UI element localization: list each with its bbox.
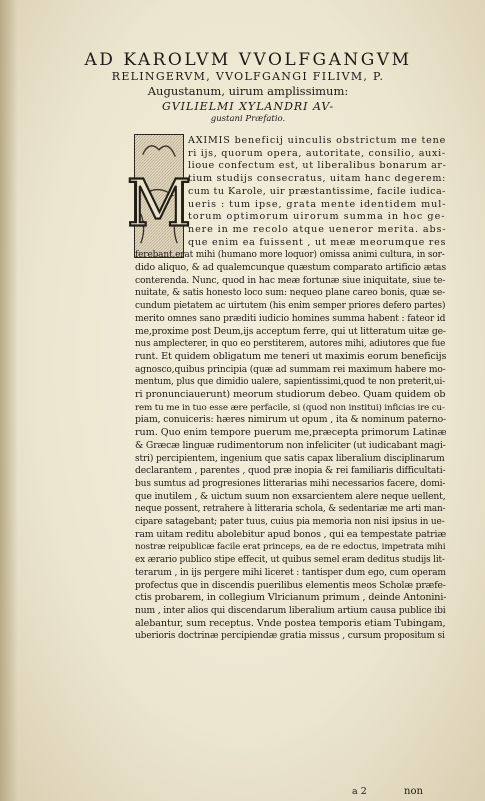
text-line: lioue confectum est, ut liberalibus bonarum ar- xyxy=(188,160,447,172)
text-line: rum. Quo enim tempore puerum me,præcepta primorum Latinæ xyxy=(135,427,447,439)
dedication-title: AD KAROLVM VVOLFGANGVM xyxy=(84,50,412,70)
text-line: cum tu Karole, uir præstantissime, facile iudica- xyxy=(188,185,446,197)
text-line: torum optimorum uirorum summa in hoc ge- xyxy=(188,211,446,223)
text-line: ram uitam reditu abolebitur apud bonos , qui ea tempestate patriæ xyxy=(135,528,447,540)
text-line: ri ijs, quorum opera, autoritate, consilio, auxi- xyxy=(188,147,446,159)
text-line: ctis probarem, in collegium Vlricianum primum , deinde Antonini- xyxy=(135,592,447,604)
text-line: runt. Et quidem obligatum me teneri ut maximis eorum beneficijs xyxy=(135,350,447,362)
text-line: agnosco,quibus principia (quæ ad summam rei maximum habere mo- xyxy=(135,364,446,375)
initial-letter: M xyxy=(126,165,192,242)
text-line: bus sumtus ad progresiones litterarias mihi necessarios facere, domi- xyxy=(135,478,446,489)
text-line: nostræ reipublicæ facile erat princeps, ea de re edoctus, impetrata mihi xyxy=(135,542,446,553)
text-line: terarum , in ijs pergere mihi liceret : tantisper dum ego, cum operam xyxy=(135,567,446,578)
text-line: uberioris doctrinæ percipiendæ gratia missus , cursum propositum si xyxy=(135,631,445,642)
text-line: declarantem , parentes , quod præ inopia & rei familiaris difficultati- xyxy=(135,465,446,477)
text-line: ex ærario publico stipe effecit, ut quibus semel eram deditus studijs lit- xyxy=(135,555,445,566)
text-line: que inutilem , & uictum suum non exsarcientem alere neque uellent, xyxy=(135,490,446,502)
preface-label: gustani Præfatio. xyxy=(210,114,286,124)
text-line: cundum pietatem ac uirtutem (his enim semper priores defero partes) xyxy=(135,301,446,312)
catchword: non xyxy=(404,786,423,797)
text-line: nere in me recolo atque ueneror merita. abs- xyxy=(188,223,447,235)
text-line: cipare satagebant; pater tuus, cuius pia memoria non nisi ipsius in ue- xyxy=(135,517,445,527)
text-line: merito omnes sano præditi iudicio homines summa habent : fateor id xyxy=(135,313,446,324)
text-line: dido aliquo, & ad qualemcunque quæstum comparato artificio ætas xyxy=(135,262,446,273)
text-line: stri) percipientem, ingenium que satis capax liberalium disciplinarum xyxy=(135,453,445,464)
dedication-addressee: Augustanum, uirum amplissimum: xyxy=(147,84,349,98)
text-line: piam, conuiceris: hæres nimirum ut opum , ita & nominum paterno- xyxy=(135,414,447,426)
text-line: me,proxime post Deum,ijs acceptum ferre, qui ut litteratum uitæ ge- xyxy=(135,325,446,337)
text-line: mentum, plus que dimidio ualere, sapientissimi,quod te non preterit,ui- xyxy=(135,377,445,388)
text-line: neque possent, retrahere à litteraria schola, & sedentariæ me arti man- xyxy=(135,504,446,515)
text-line: ri pronunciauerunt) meorum studiorum debeo. Quam quidem ob xyxy=(135,389,446,400)
text-line: nuitate, & satis honesto loco sum: nequeo plane careo bonis, quæ se- xyxy=(135,288,446,299)
text-line: ferebant,erat mihi (humano more loquor) omissa animi cultura, in sor- xyxy=(135,250,445,261)
dedication-subtitle: RELINGERVM, VVOLFGANGI FILIVM, P. xyxy=(111,70,385,83)
text-line: alebantur, sum receptus. Vnde postea temporis etiam Tubingam, xyxy=(135,617,446,629)
text-line: & Græcæ linguæ rudimentorum non infeliciter (ut iudicabant magi- xyxy=(135,439,446,451)
author-line: GVILIELMI XYLANDRI AV- xyxy=(161,100,335,113)
text-line: tium studijs consecratus, uitam hanc degerem: xyxy=(188,173,446,185)
text-line: conterenda. Nunc, quod in hac meæ fortunæ siue iniquitate, siue te- xyxy=(135,274,446,286)
text-line: nus amplecterer, in quo eo perstiterem, autores mihi, adiutores que fue xyxy=(135,339,446,350)
signature-mark: a 2 xyxy=(352,786,367,797)
text-line: rem tu me in tuo esse ære perfacile, si (quod non institui) inficias ire cu- xyxy=(135,402,445,413)
text-line: profectus que in discendis puerilibus elementis meos Scholæ præfe- xyxy=(135,579,446,591)
text-line: que enim ea fuissent , ut meæ meorumque res xyxy=(188,236,447,248)
text-line: ueris : tum ipse, grata mente identidem mul- xyxy=(188,198,447,210)
text-line: AXIMIS beneficij uinculis obstrictum me tene xyxy=(188,135,447,146)
text-line: num , inter alios qui discendarum liberalium artium causa publice ibi xyxy=(135,605,446,616)
